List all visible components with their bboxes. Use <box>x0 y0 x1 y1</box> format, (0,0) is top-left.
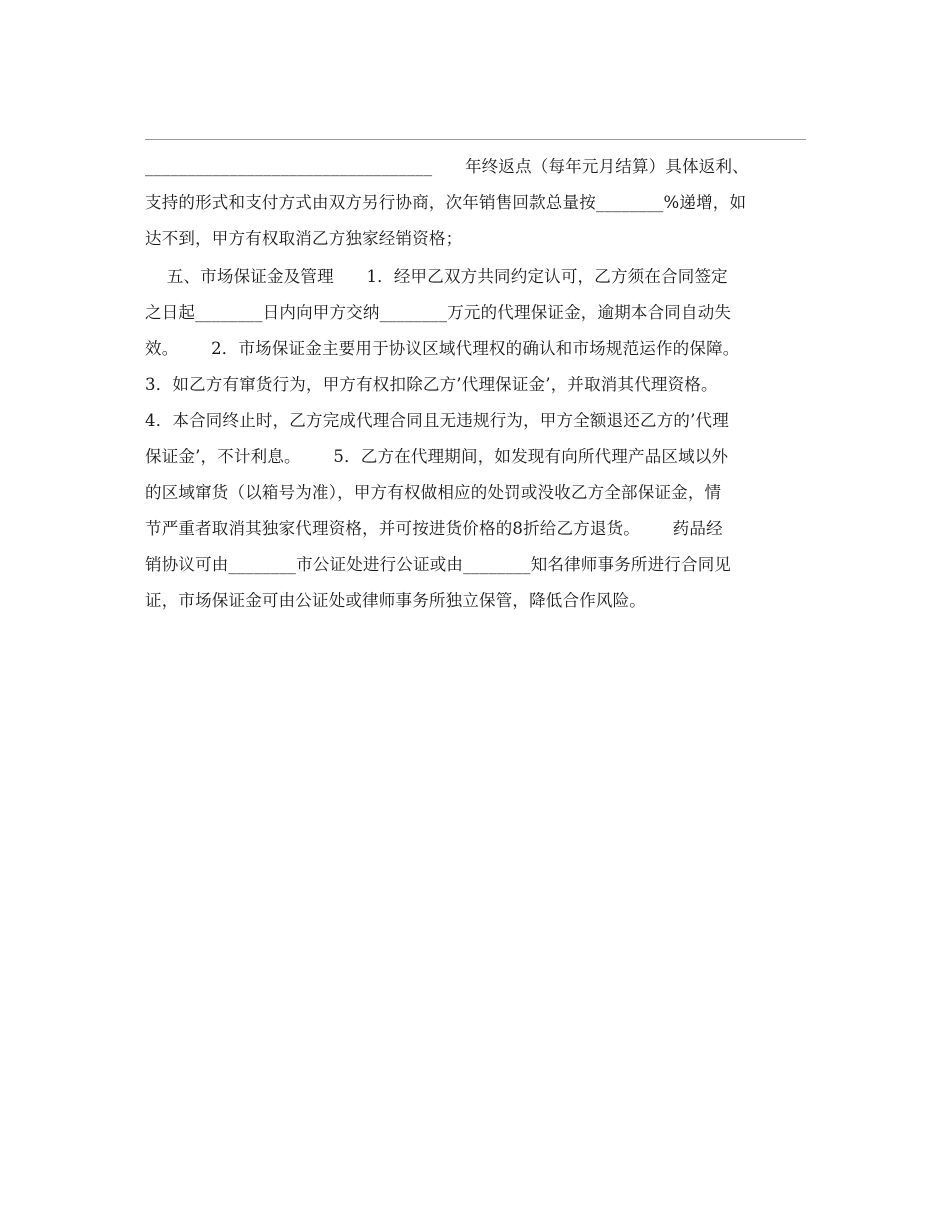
header-rule <box>145 139 806 140</box>
text-line: 的区域窜货（以箱号为准），甲方有权做相应的处罚或没收乙方全部保证金，情 <box>145 483 722 502</box>
text-line: 之日起________日内向甲方交纳________万元的代理保证金，逾期本合同自动失 <box>145 303 732 322</box>
text-line: __________________________________ 年终返点（每年元月结算）具体返利、 <box>145 157 749 176</box>
text-line: 证，市场保证金可由公证处或律师事务所独立保管，降低合作风险。 <box>145 591 646 610</box>
text-line: 五、市场保证金及管理 1．经甲乙双方共同约定认可，乙方须在合同签定 <box>145 267 728 286</box>
text-line: 4．本合同终止时，乙方完成代理合同且无违规行为，甲方全额退还乙方的’代理 <box>145 411 729 430</box>
text-line: 保证金’，不计利息。 5．乙方在代理期间，如发现有向所代理产品区域以外 <box>145 447 729 466</box>
text-line: 3．如乙方有窜货行为，甲方有权扣除乙方’代理保证金’，并取消其代理资格。 <box>145 375 718 394</box>
text-line: 节严重者取消其独家代理资格，并可按进货价格的8折给乙方退货。 药品经 <box>145 519 723 538</box>
text-line: 达不到，甲方有权取消乙方独家经销资格； <box>145 229 463 248</box>
text-line: 支持的形式和支付方式由双方另行协商，次年销售回款总量按________%递增，如 <box>145 193 747 212</box>
text-line: 销协议可由________市公证处进行公证或由________知名律师事务所进行合同见 <box>145 555 732 574</box>
text-line: 效。 2．市场保证金主要用于协议区域代理权的确认和市场规范运作的保障。 <box>145 339 740 358</box>
